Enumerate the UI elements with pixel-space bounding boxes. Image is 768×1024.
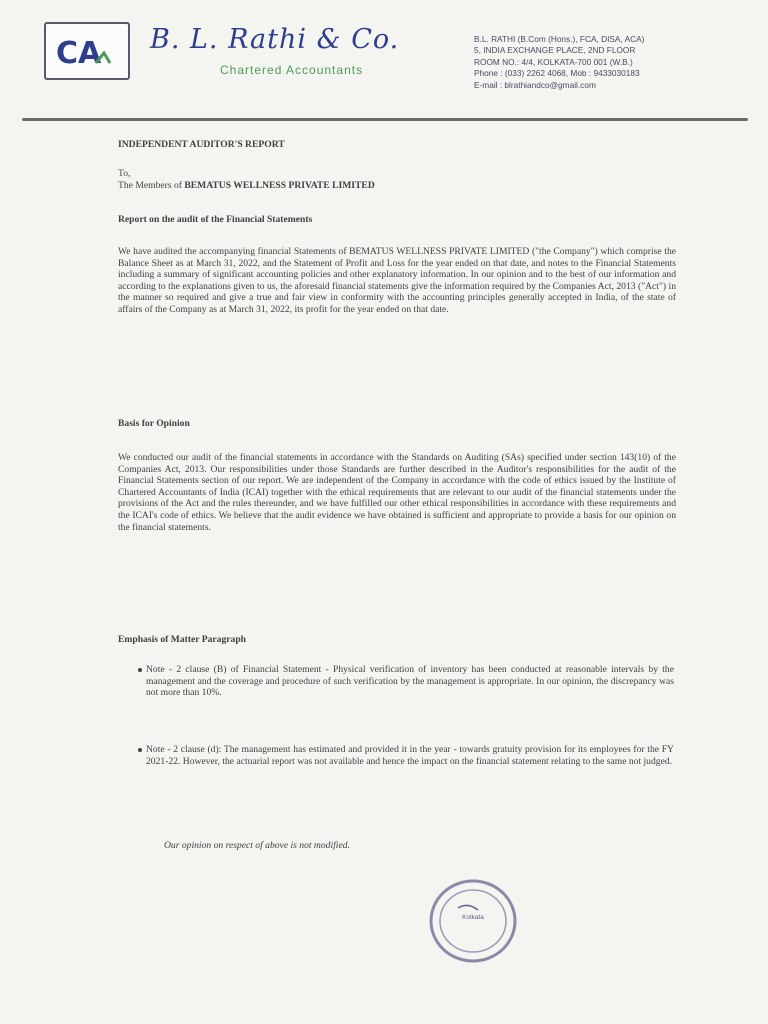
report-title: INDEPENDENT AUDITOR'S REPORT bbox=[118, 139, 285, 150]
firm-name: B. L. Rathi & Co. bbox=[150, 24, 400, 55]
stamp-text: Kolkata bbox=[462, 914, 484, 921]
address-line: E-mail : blrathiandco@gmail.com bbox=[474, 79, 596, 90]
address-line: Phone : (033) 2262 4068, Mob : 9433030183 bbox=[474, 68, 640, 79]
company-name: BEMATUS WELLNESS PRIVATE LIMITED bbox=[184, 180, 375, 191]
closing-statement: Our opinion on respect of above is not modified. bbox=[164, 840, 350, 851]
letterhead-divider bbox=[22, 118, 748, 121]
ca-logo-icon bbox=[52, 29, 122, 73]
emphasis-bullet bbox=[146, 744, 674, 767]
stamp-seal-icon bbox=[428, 878, 518, 964]
emphasis-heading: Emphasis of Matter Paragraph bbox=[118, 634, 246, 645]
address-line: B.L. RATHI (B.Com (Hons.), FCA, DISA, ACA) bbox=[474, 34, 645, 44]
svg-text:CA: CA bbox=[56, 36, 102, 71]
opinion-heading: Report on the audit of the Financial Statements bbox=[118, 214, 313, 225]
ca-logo bbox=[44, 22, 130, 80]
address-line: ROOM NO.: 4/4, KOLKATA-700 001 (W.B.) bbox=[474, 56, 633, 67]
emphasis-bullet bbox=[146, 664, 674, 699]
address-line: 5, INDIA EXCHANGE PLACE, 2ND FLOOR bbox=[474, 45, 636, 56]
firm-address bbox=[474, 34, 754, 91]
bullet-dot bbox=[138, 748, 142, 752]
addressee-line bbox=[118, 180, 676, 192]
firm-stamp bbox=[428, 878, 518, 964]
opinion-paragraph: We have audited the accompanying financial Statements of BEMATUS WELLNESS PRIVATE LIMITED ("the Company") which comprise the Balance Sheet as at March 31, 2022, and the Statement of Profit and Loss for the year ended on that date, and notes to the Financial Statements including a summary of significant accounting policies and other explanatory information. In our opinion and to the best of our information and according to the explanations given to us, the aforesaid financial statements give the information required by the Companies Act, 2013 ("Act") in the manner so required and give a true and fair view in conformity with the accounting principles generally accepted in India, of the state of affairs of the Company as at March 31, 2022, its profit for the year ended on that date. bbox=[118, 246, 676, 315]
basis-heading: Basis for Opinion bbox=[118, 418, 190, 429]
basis-paragraph: We conducted our audit of the financial statements in accordance with the Standards on Auditing (SAs) specified under section 143(10) of the Companies Act, 2013. Our responsibilities under those Standards are further described in the Auditor's responsibilities for the audit of the Financial Statements section of our report. We are independent of the Company in accordance with the code of ethics issued by the Institute of Chartered Accountants of India (ICAI) together with the ethical requirements that are relevant to our audit of the financial statements under the provisions of the Act and the rules thereunder, and we have fulfilled our other ethical responsibilities in accordance with these requirements and the ICAI's code of ethics. We believe that the audit evidence we have obtained is sufficient and appropriate to provide a basis for our opinion on the financial statements. bbox=[118, 452, 676, 533]
bullet-text: Note - 2 clause (d): The management has estimated and provided it in the year - towards gratuity provision for its employees for the FY 2021-22. However, the actuarial report was not available and hence the impact on the financial statement relating to the same not judged. bbox=[146, 744, 674, 767]
addressee-label: To, bbox=[118, 168, 131, 179]
addressee-prefix: The Members of bbox=[118, 180, 185, 191]
bullet-dot bbox=[138, 668, 142, 672]
firm-subtitle: Chartered Accountants bbox=[220, 63, 364, 77]
bullet-text: Note - 2 clause (B) of Financial Statement - Physical verification of inventory has been conducted at reasonable intervals by the management and the coverage and procedure of such verification by the management is appropriate. In our opinion, the discrepancy was not more than 10%. bbox=[146, 664, 674, 699]
